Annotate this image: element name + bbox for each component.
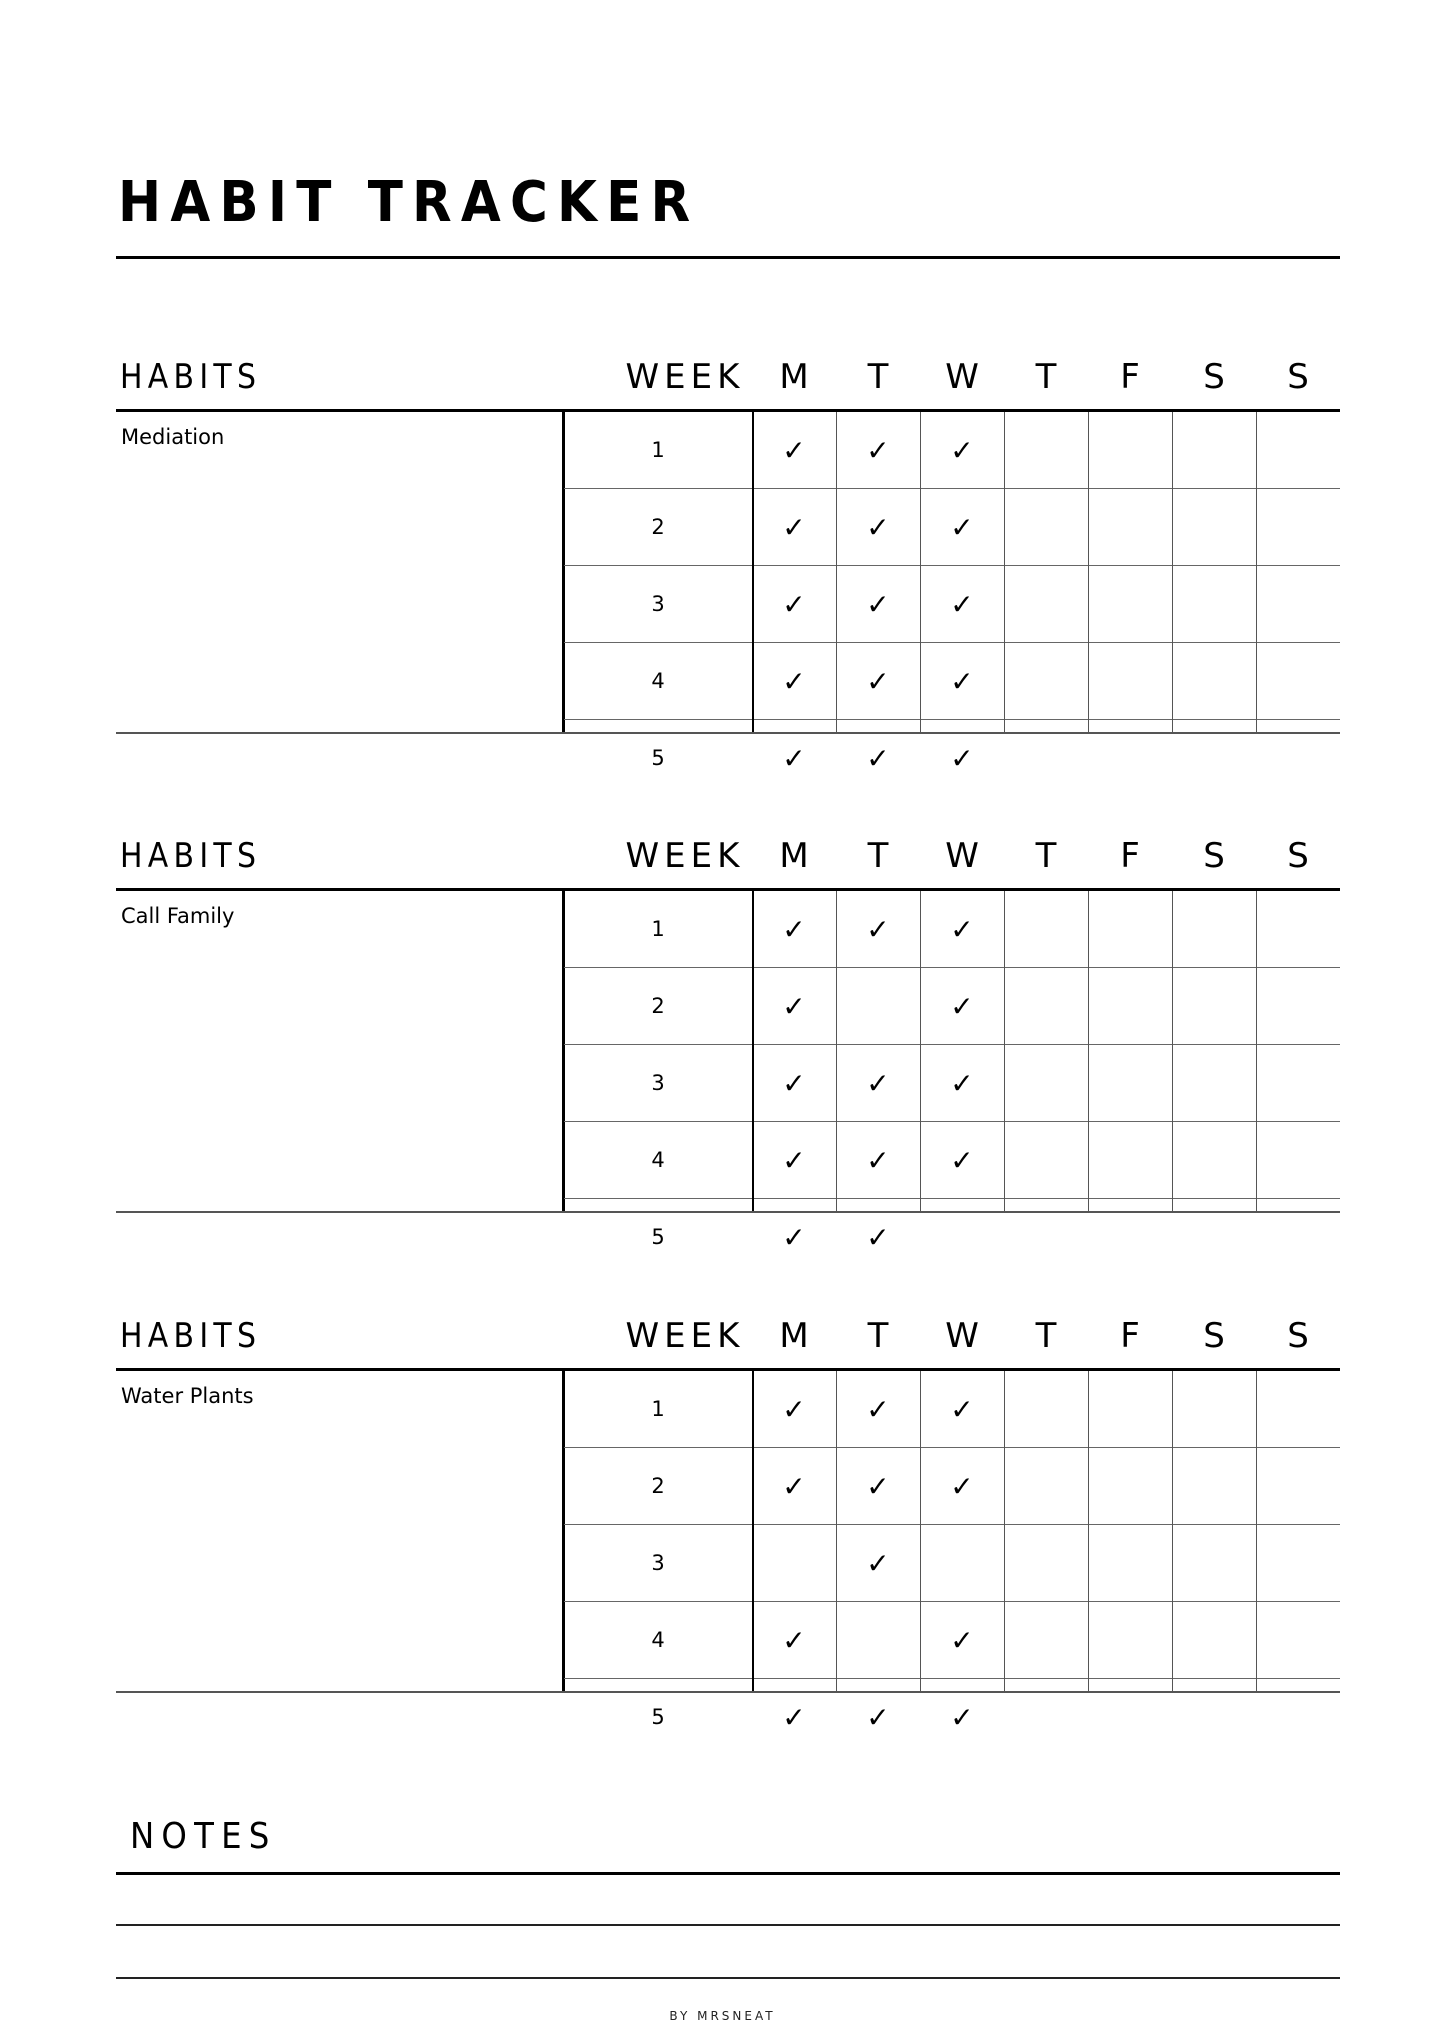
check-cell[interactable] [1172, 1045, 1256, 1121]
day-header-label: W [945, 357, 979, 397]
check-cell[interactable] [1172, 1602, 1256, 1678]
week-number: 2 [651, 1474, 665, 1498]
check-cell[interactable] [1256, 643, 1340, 719]
check-cell[interactable] [1088, 1371, 1172, 1447]
check-cell[interactable] [1004, 1371, 1088, 1447]
check-cell[interactable] [1172, 1525, 1256, 1601]
day-header-label: F [1120, 1316, 1140, 1356]
check-cell[interactable] [1088, 1525, 1172, 1601]
week-number: 4 [651, 669, 665, 693]
week-header-label: WEEK [625, 357, 745, 397]
check-cell checked[interactable]: ✓ [782, 1143, 806, 1177]
check-cell[interactable] [836, 968, 920, 1044]
check-cell[interactable] [1004, 1525, 1088, 1601]
week-row [564, 489, 1340, 565]
day-header-label: T [867, 836, 889, 876]
section-header [116, 831, 1340, 888]
habits-header-label: HABITS [120, 836, 262, 876]
check-cell checked[interactable]: ✓ [950, 1066, 974, 1100]
column-divider [836, 1371, 837, 1691]
check-cell checked[interactable]: ✓ [866, 510, 890, 544]
day-header-label: M [779, 1316, 809, 1356]
section-bottom-divider [116, 1691, 1340, 1693]
check-cell[interactable] [1088, 1045, 1172, 1121]
check-cell[interactable] [1256, 1525, 1340, 1601]
column-divider [836, 412, 837, 732]
habit-name[interactable]: Call Family [121, 904, 235, 928]
day-header-label: S [1287, 1316, 1309, 1356]
check-cell[interactable] [1256, 1371, 1340, 1447]
week-row [564, 1525, 1340, 1601]
habit-name[interactable]: Water Plants [121, 1384, 254, 1408]
check-cell checked[interactable]: ✓ [950, 1143, 974, 1177]
week-number: 5 [651, 746, 665, 770]
week-header-label: WEEK [625, 836, 745, 876]
week-number: 5 [651, 1705, 665, 1729]
page-title: HABIT TRACKER [118, 170, 700, 235]
week-number: 3 [651, 1071, 665, 1095]
check-cell checked[interactable]: ✓ [782, 1220, 806, 1254]
habit-name[interactable]: Mediation [121, 425, 225, 449]
day-header-label: T [1035, 1316, 1057, 1356]
notes-line [116, 1977, 1340, 1979]
week-row [564, 1448, 1340, 1524]
day-header-label: S [1287, 836, 1309, 876]
habit-section [116, 352, 1340, 775]
notes-line [116, 1924, 1340, 1926]
column-divider [1004, 891, 1005, 1211]
check-cell checked[interactable]: ✓ [782, 1066, 806, 1100]
section-bottom-divider [116, 1211, 1340, 1213]
habits-header-label: HABITS [120, 357, 262, 397]
check-cell checked[interactable]: ✓ [782, 664, 806, 698]
day-header-label: T [1035, 836, 1057, 876]
week-row [564, 1371, 1340, 1447]
check-cell checked[interactable]: ✓ [866, 912, 890, 946]
column-divider [1256, 891, 1257, 1211]
check-cell[interactable] [1256, 1602, 1340, 1678]
notes-line [116, 1872, 1340, 1875]
check-cell[interactable] [1088, 1448, 1172, 1524]
week-number: 1 [651, 917, 665, 941]
column-divider [1172, 891, 1173, 1211]
check-cell checked[interactable]: ✓ [950, 1469, 974, 1503]
check-cell checked[interactable]: ✓ [866, 433, 890, 467]
check-cell[interactable] [920, 1525, 1004, 1601]
check-cell[interactable] [1172, 643, 1256, 719]
check-cell[interactable] [1256, 489, 1340, 565]
check-cell[interactable] [1004, 566, 1088, 642]
day-header-label: S [1203, 1316, 1225, 1356]
check-cell checked[interactable]: ✓ [866, 1469, 890, 1503]
check-cell[interactable] [1004, 412, 1088, 488]
check-cell checked[interactable]: ✓ [866, 1700, 890, 1734]
column-divider [1256, 1371, 1257, 1691]
day-header-label: M [779, 357, 809, 397]
column-divider [752, 412, 754, 732]
week-number: 3 [651, 1551, 665, 1575]
week-row [564, 643, 1340, 719]
column-divider [1172, 412, 1173, 732]
column-divider [920, 1371, 921, 1691]
day-header-label: W [945, 1316, 979, 1356]
check-cell[interactable] [1088, 968, 1172, 1044]
check-cell[interactable] [1256, 891, 1340, 967]
check-cell checked[interactable]: ✓ [866, 1546, 890, 1580]
week-row [564, 1122, 1340, 1198]
check-cell[interactable] [1088, 643, 1172, 719]
check-cell checked[interactable]: ✓ [950, 1623, 974, 1657]
column-divider [1088, 891, 1089, 1211]
week-row [564, 968, 1340, 1044]
check-cell checked[interactable]: ✓ [782, 1700, 806, 1734]
week-number: 4 [651, 1628, 665, 1652]
column-divider [1088, 1371, 1089, 1691]
check-cell[interactable] [1088, 566, 1172, 642]
check-cell[interactable] [1172, 1122, 1256, 1198]
check-cell checked[interactable]: ✓ [782, 587, 806, 621]
column-divider [1172, 1371, 1173, 1691]
check-cell checked[interactable]: ✓ [782, 1623, 806, 1657]
week-number: 1 [651, 1397, 665, 1421]
week-number: 3 [651, 592, 665, 616]
check-cell[interactable] [1088, 1602, 1172, 1678]
check-cell[interactable] [1004, 1122, 1088, 1198]
check-cell[interactable] [1088, 412, 1172, 488]
check-cell[interactable] [1256, 1122, 1340, 1198]
section-bottom-divider [116, 732, 1340, 734]
section-header [116, 1311, 1340, 1368]
check-cell[interactable] [1172, 1371, 1256, 1447]
day-header-label: F [1120, 836, 1140, 876]
check-cell[interactable] [1172, 412, 1256, 488]
check-cell[interactable] [1004, 1602, 1088, 1678]
column-divider [752, 1371, 754, 1691]
check-cell[interactable] [836, 1602, 920, 1678]
check-cell[interactable] [752, 1525, 836, 1601]
check-cell checked[interactable]: ✓ [950, 741, 974, 775]
title-divider [116, 256, 1340, 259]
footer-credit: BY MRSNEAT [669, 2009, 776, 2023]
check-cell[interactable] [1004, 489, 1088, 565]
habit-section [116, 1311, 1340, 1734]
check-cell[interactable] [1256, 1045, 1340, 1121]
section-header [116, 352, 1340, 409]
check-cell checked[interactable]: ✓ [950, 1392, 974, 1426]
check-cell checked[interactable]: ✓ [950, 510, 974, 544]
week-grid [564, 891, 1340, 1254]
week-grid [564, 1371, 1340, 1734]
check-cell checked[interactable]: ✓ [866, 741, 890, 775]
check-cell checked[interactable]: ✓ [950, 1700, 974, 1734]
check-cell[interactable] [1004, 643, 1088, 719]
check-cell[interactable] [1004, 968, 1088, 1044]
week-row [564, 412, 1340, 488]
day-header-label: T [867, 357, 889, 397]
check-cell checked[interactable]: ✓ [782, 1392, 806, 1426]
check-cell checked[interactable]: ✓ [782, 433, 806, 467]
check-cell checked[interactable]: ✓ [782, 912, 806, 946]
check-cell[interactable] [1256, 968, 1340, 1044]
day-header-label: F [1120, 357, 1140, 397]
check-cell checked[interactable]: ✓ [782, 741, 806, 775]
check-cell[interactable] [1172, 1448, 1256, 1524]
column-divider [752, 891, 754, 1211]
week-number: 5 [651, 1225, 665, 1249]
check-cell[interactable] [1088, 489, 1172, 565]
week-number: 2 [651, 515, 665, 539]
week-row [564, 566, 1340, 642]
week-header-label: WEEK [625, 1316, 745, 1356]
column-divider [836, 891, 837, 1211]
check-cell checked[interactable]: ✓ [866, 664, 890, 698]
day-header-label: T [1035, 357, 1057, 397]
check-cell checked[interactable]: ✓ [866, 1066, 890, 1100]
check-cell checked[interactable]: ✓ [950, 664, 974, 698]
check-cell[interactable] [1172, 891, 1256, 967]
habits-header-label: HABITS [120, 1316, 262, 1356]
week-number: 1 [651, 438, 665, 462]
check-cell checked[interactable]: ✓ [866, 1220, 890, 1254]
day-header-label: M [779, 836, 809, 876]
check-cell checked[interactable]: ✓ [866, 1392, 890, 1426]
column-divider [1004, 412, 1005, 732]
check-cell[interactable] [1172, 968, 1256, 1044]
notes-title: NOTES [130, 1816, 277, 1857]
check-cell checked[interactable]: ✓ [782, 989, 806, 1023]
check-cell checked[interactable]: ✓ [950, 433, 974, 467]
day-header-label: S [1203, 357, 1225, 397]
week-row [564, 891, 1340, 967]
column-divider [1256, 412, 1257, 732]
check-cell checked[interactable]: ✓ [950, 587, 974, 621]
check-cell[interactable] [1004, 891, 1088, 967]
check-cell checked[interactable]: ✓ [950, 989, 974, 1023]
week-number: 2 [651, 994, 665, 1018]
check-cell[interactable] [1256, 1448, 1340, 1524]
check-cell[interactable] [1256, 412, 1340, 488]
column-divider [920, 891, 921, 1211]
week-number: 4 [651, 1148, 665, 1172]
day-header-label: S [1203, 836, 1225, 876]
week-row [564, 1045, 1340, 1121]
habit-section [116, 831, 1340, 1254]
check-cell[interactable] [1004, 1448, 1088, 1524]
check-cell[interactable] [1088, 891, 1172, 967]
check-cell[interactable] [1004, 1045, 1088, 1121]
check-cell checked[interactable]: ✓ [866, 587, 890, 621]
check-cell checked[interactable]: ✓ [782, 510, 806, 544]
day-header-label: T [867, 1316, 889, 1356]
week-grid [564, 412, 1340, 775]
column-divider [920, 412, 921, 732]
day-header-label: W [945, 836, 979, 876]
check-cell checked[interactable]: ✓ [950, 912, 974, 946]
check-cell[interactable] [1172, 489, 1256, 565]
day-header-label: S [1287, 357, 1309, 397]
check-cell[interactable] [1256, 566, 1340, 642]
week-row [564, 1602, 1340, 1678]
column-divider [1004, 1371, 1005, 1691]
check-cell checked[interactable]: ✓ [866, 1143, 890, 1177]
check-cell[interactable] [1088, 1122, 1172, 1198]
check-cell checked[interactable]: ✓ [782, 1469, 806, 1503]
column-divider [1088, 412, 1089, 732]
check-cell[interactable] [1172, 566, 1256, 642]
